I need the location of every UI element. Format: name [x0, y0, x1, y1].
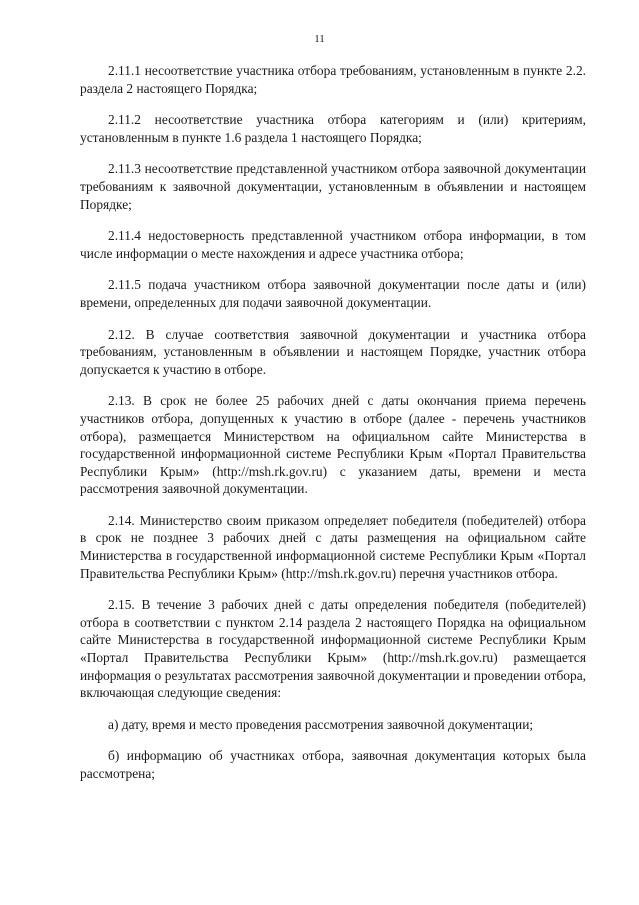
clause-2-11-2: 2.11.2 несоответствие участника отбора категориям и (или) критериям, установленным в пункте 1.6 раздела 1 настоящего Порядка; [80, 112, 586, 145]
clause-2-15-item-b: б) информацию об участниках отбора, заявочная документация которых была рассмотрена; [80, 748, 586, 781]
clause-2-15-item-a: а) дату, время и место проведения рассмотрения заявочной документации; [108, 716, 534, 732]
clause-2-15: 2.15. В течение 3 рабочих дней с даты определения победителя (победителей) отбора в соответствии с пунктом 2.14 раздела 2 настоящего Порядка на официальном сайте Министерства в государственной информационной системе Республики Крым «Портал Правительства Республики Крым» (http://msh.rk.gov.ru) размещается информация о результатах рассмотрения заявочной документации и проведении отбора, включающая следующие сведения: [80, 597, 586, 701]
clause-2-11-3: 2.11.3 несоответствие представленной участником отбора заявочной документации требованиям к заявочной документации, установленным в объявлении и настоящем Порядке; [80, 161, 586, 212]
clause-2-11-1: 2.11.1 несоответствие участника отбора требованиям, установленным в пункте 2.2. раздела 2 настоящего Порядка; [80, 63, 586, 96]
document-body [80, 62, 586, 797]
clause-2-13: 2.13. В срок не более 25 рабочих дней с даты окончания приема перечень участников отбора, допущенных к участию в отборе (далее - перечень участников отбора), размещается Министерством на официальном сайте Министерства в государственной информационной системе Республики Крым «Портал Правительства Республики Крым» (http://msh.rk.gov.ru) с указанием даты, времени и места рассмотрения заявочной документации. [80, 393, 586, 497]
clause-2-12: 2.12. В случае соответствия заявочной документации и участника отбора требованиям, установленным в объявлении и настоящем Порядке, участник отбора допускается к участию в отборе. [80, 326, 586, 377]
clause-2-11-4: 2.11.4 недостоверность представленной участником отбора информации, в том числе информации о месте нахождения и адресе участника отбора; [80, 228, 586, 261]
page-number: 11 [314, 33, 325, 45]
clause-2-14: 2.14. Министерство своим приказом определяет победителя (победителей) отбора в срок не позднее 3 рабочих дней с даты размещения на официальном сайте Министерства в государственной информационной системе Республики Крым «Портал Правительства Республики Крым» (http://msh.rk.gov.ru) перечня участников отбора. [80, 512, 586, 581]
clause-2-11-5: 2.11.5 подача участником отбора заявочной документации после даты и (или) времени, определенных для подачи заявочной документации. [80, 277, 586, 310]
